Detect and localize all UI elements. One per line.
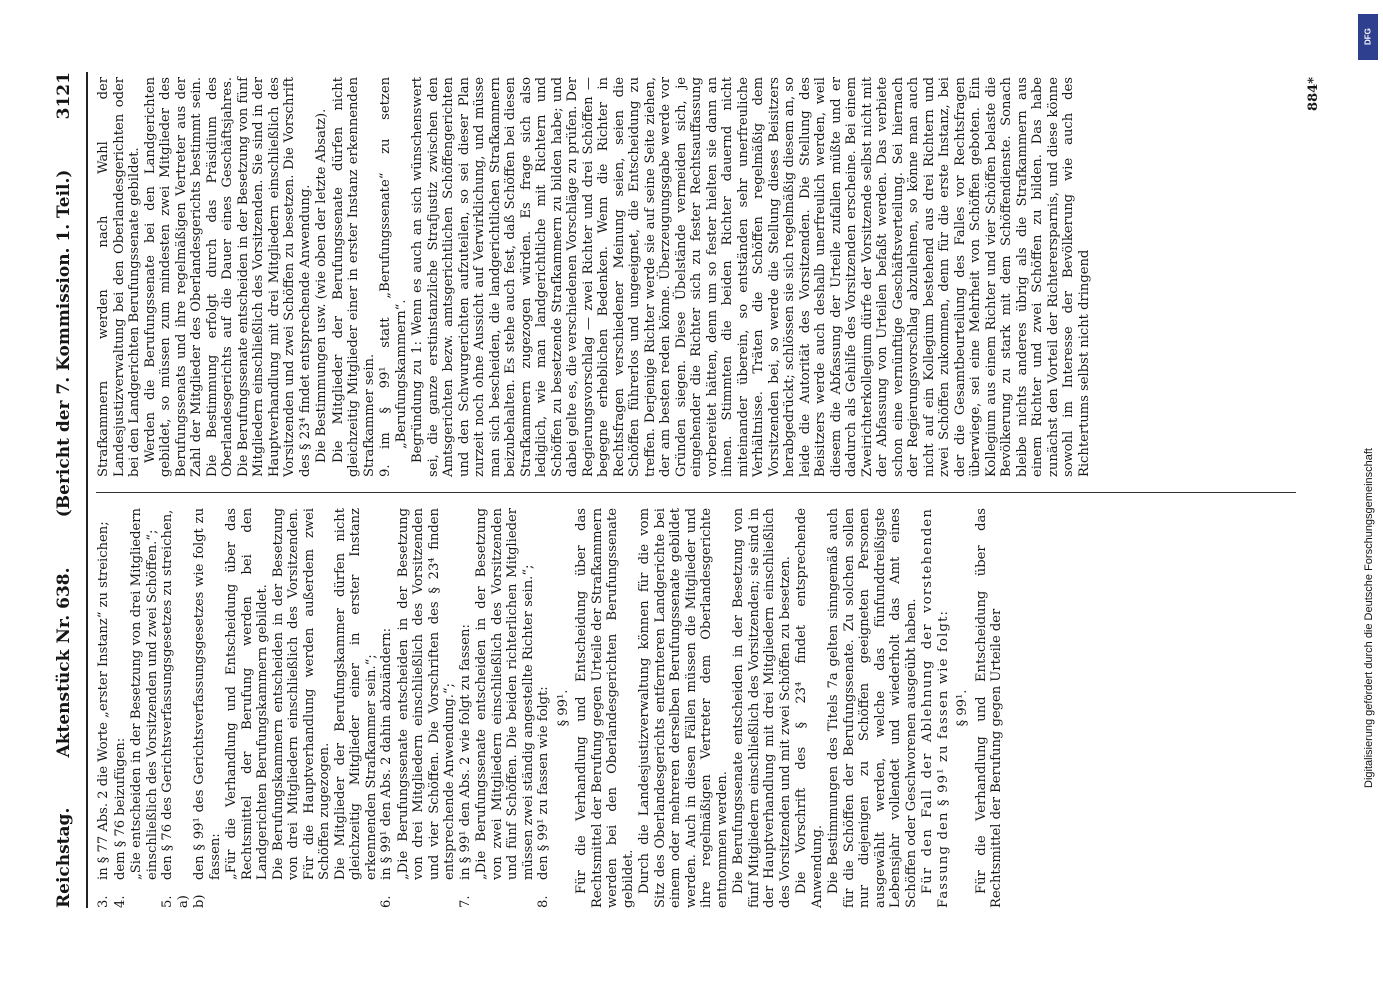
paragraph: Die Vorschrift des § 23⁴ findet entsprechende Anwendung. <box>794 508 825 908</box>
right-column <box>96 77 1093 477</box>
section-heading: § 99¹. <box>555 689 571 727</box>
header-left: Reichstag. <box>54 807 74 908</box>
numbered-item <box>96 508 112 908</box>
item-text: den § 99¹ zu fassen wie folgt: <box>536 686 551 880</box>
page-number: 3121 <box>54 72 74 120</box>
numbered-item <box>378 77 409 477</box>
header-center2: (Bericht der 7. Kommission. 1. Teil.) <box>54 169 74 518</box>
quoted-provision: „Sie entscheiden in der Besetzung von drei Mitgliedern einschließlich des Vorsitzenden und zwei Schöffen.“; <box>129 508 160 880</box>
quoted-provision: „Die Berufungssenate entscheiden in der Besetzung von zwei Mitgliedern einschließlich des Vorsitzenden und fünf Schöffen. Die beiden richterlichen Mitglieder müssen zwei ständig angestellte Richter sein.“; <box>474 508 536 880</box>
numbered-item <box>458 508 474 908</box>
quoted-provision: Die Berufungskammern entscheiden in der Besetzung von drei Mitgliedern einschließlich des Vorsitzenden. Für die Hauptverhandlung werden außerdem zwei Schöffen zugezogen. <box>270 508 332 880</box>
item-text: im § 99¹ statt „Berufungssenate“ zu setzen „Berufungskammern“. <box>378 77 409 449</box>
quoted-provision: Die Mitglieder der Berufungskammer dürfen nicht gleichzeitig Mitglieder einer in erster Instanz erkennenden Strafkammer sein.“; <box>332 508 379 880</box>
item-number: 3. <box>96 895 111 908</box>
digitization-credit <box>1358 8 1380 992</box>
numbered-item <box>160 508 191 908</box>
paragraph: Strafkammern werden nach Wahl der Landesjustizverwaltung bei den Oberlandesgerichten oder bei den Landgerichten Berufungssenate gebildet. <box>96 77 142 477</box>
dfg-logo: DFG <box>1358 14 1378 60</box>
item-number: b) <box>192 894 207 908</box>
paragraph: Durch die Landesjustizverwaltung können für die vom Sitz des Oberlandesgerichts entfernteren Landgerichte bei einem oder mehreren derselben Berufungssenate gebildet werden. Auch in diesen Fällen müssen die Mitglieder und ihre regelmäßigen Vertreter dem Oberlandesgerichte entnommen werden. <box>637 508 730 908</box>
spaced-instruction: Für den Fall der Ablehnung der vorstehenden Fassung den § 99¹ zu fassen wie folgt: <box>920 508 951 908</box>
left-column <box>96 508 1006 908</box>
paragraph: Die Bestimmungen usw. (wie oben der letzte Absatz). <box>314 108 329 463</box>
paragraph: Die Mitglieder der Berufungssenate dürfen nicht gleichzeitig Mitglieder einer in erster Instanz erkennenden Strafkammer sein. <box>330 77 377 477</box>
header-rule <box>86 72 88 908</box>
numbered-item <box>113 508 129 908</box>
quoted-provision: „Die Berufungssenate entscheiden in der Besetzung von drei Mitgliedern einschließlich des Vorsitzenden und vier Schöffen. Die Vorschriften des § 23⁴ finden entsprechende Anwendung.“; <box>395 508 457 880</box>
item-text: in § 99¹ den Abs. 2 wie folgt zu fassen: <box>457 624 473 880</box>
item-text: den § 76 des Gerichtsverfassungsgesetzes zu streichen, <box>160 509 175 880</box>
page-header <box>48 72 80 908</box>
numbered-item <box>536 508 552 908</box>
quoted-provision: „Für die Verhandlung und Entscheidung über das Rechtsmittel der Berufung werden bei den Landgerichten Berufungskammern gebildet. <box>224 508 270 880</box>
paragraph: Für die Verhandlung und Entscheidung über das Rechtsmittel der Berufung gegen Urteile der <box>973 508 1004 908</box>
paragraph: Die Berufungssenate entscheiden in der Besetzung von fünf Mitgliedern einschließlich des Vorsitzenden; sie sind in der Hauptverhandlung mit drei Mitgliedern einschließlich des Vorsitzenden und mit zwei Schöffen zu besetzen. <box>731 508 793 908</box>
paragraph: Für die Verhandlung und Entscheidung über das Rechtsmittel der Berufung gegen Urteile der Strafkammern werden bei den Oberlandesgerichten Berufungssenate gebildet. <box>574 508 636 908</box>
header-center: Aktenstück Nr. 638. <box>54 567 74 758</box>
item-text: den § 99¹ des Gerichtsverfassungsgesetzes wie folgt zu fassen: <box>192 508 223 880</box>
item-text: in § 99¹ den Abs. 2 dahin abzuändern: <box>379 627 394 880</box>
section-heading: § 99¹. <box>955 689 970 727</box>
paragraph: Die Bestimmungen des Titels 7a gelten sinngemäß auch für die Schöffen der Berufungssenate. Zu solchen sollen nur diejenigen zu Schöffen geeigneten Personen ausgewählt werden, welche das fünfunddreißigste Lebensjahr vollendet und wiederholt das Amt eines Schöffen oder Geschworenen ausgeübt haben. <box>826 508 919 908</box>
item-text: in § 77 Abs. 2 die Worte „erster Instanz“ zu streichen; <box>96 521 111 880</box>
item-number: 8. <box>536 895 551 908</box>
numbered-item <box>379 508 395 908</box>
numbered-item <box>192 508 223 908</box>
item-number: 4. <box>112 895 128 908</box>
item-number: 9. <box>378 464 393 477</box>
item-number: 6. <box>379 895 394 908</box>
column-divider <box>96 492 1296 493</box>
paragraph: Begründung zu 1: Wenn es auch an sich wünschenswert sei, die ganze erstinstanzliche Strafjustiz zwischen den Amtsgerichten bezw. amtsgerichtlichen Schöffengerichten und den Schwurgerichten aufzuteilen, so sei dieser Plan zurzeit noch ohne Aussicht auf Verwirklichung, und müsse man sich bescheiden, die landgerichtlichen Strafkammern beizubehalten. Es stehe auch fest, daß Schöffen bei diesen Strafkammern zugezogen würden. Es frage sich also lediglich, wie man landgerichtliche mit Richtern und Schöffen zu besetzende Strafkammern zu bilden habe; und dabei gelte es, die verschiedenen Vorschläge zu prüfen. Der Regierungsvorschlag — zwei Richter und drei Schöffen — begegne erheblichen Bedenken. Wenn die Richter in Rechtsfragen verschiedener Meinung seien, seien die Schöffen führerlos und ungeeignet, die Entscheidung zu treffen. Derjenige Richter werde sie auf seine Seite ziehen, der am besten reden könne. Überzeugungsgabe werde vor Gründen siegen. Diese Übelstände vermeiden sich, je eingehender die Richter sich zu fester Rechtsauffassung vorbereitet hätten, denn um so fester hielten sie dann an ihnen. Stimmten die beiden Richter dauernd nicht miteinander überein, so entständen sehr unerfreuliche Verhältnisse. Träten die Schöffen regelmäßig dem Vorsitzenden bei, so werde die Stellung dieses Beisitzers herabgedrückt; schlössen sie sich regelmäßig diesem an, so leide die Autorität des Vorsitzenden. Die Stellung des Beisitzers werde auch deshalb unerfreulich werden, weil diesem die Abfassung der Urteile zufallen müßte und er dadurch als Gehilfe des Vorsitzenden erscheine. Bei einem Zweirichterkollegium dürfe der Vorsitzende selbst nicht mit der Abfassung von Urteilen befaßt werden. Das verbiete schon eine vernünftige Geschäftsverteilung. Sei hiernach der Regierungsvorschlag abzulehnen, so könne man auch nicht auf ein Kollegium bestehend aus drei Richtern und zwei Schöffen zukommen, denn für die erste Instanz, bei der die Gesamtbeurteilung des Falles vor Rechtsfragen überwiege, sei eine Mehrheit von Schöffen geboten. Ein Kollegium aus einem Richter und vier Schöffen belaste die Bevölkerung zu stark mit dem Schöffendienste. Sonach bleibe nichts anderes übrig als die Strafkammern aus einem Richter und zwei Schöffen zu bilden. Das habe zunächst den Vorteil der Richterersparnis, und diese könne sowohl im Interesse der Bevölkerung wie auch des Richtertums selbst nicht dringend <box>410 77 1092 477</box>
credit-text: Digitalisierung gefördert durch die Deutsche Forschungsgemeinschaft <box>1363 448 1375 788</box>
item-text: dem § 76 beizufügen: <box>112 737 128 880</box>
signature-mark: 884* <box>1306 77 1321 111</box>
paragraph: Werden die Berufungssenate bei den Landgerichten gebildet, so müssen zum mindesten zwei Mitglieder des Berufungssenats und ihre regelmäßigen Vertreter aus der Zahl der Mitglieder des Oberlandesgerichts bestimmt sein. Die Bestimmung erfolgt durch das Präsidium des Oberlandesgerichts auf die Dauer eines Geschäftsjahres. Die Berufungssenate entscheiden in der Besetzung von fünf Mitgliedern einschließlich des Vorsitzenden. Sie sind in der Hauptverhandlung mit drei Mitgliedern einschließlich des Vorsitzenden und zwei Schöffen zu besetzen. Die Vorschrift des § 23⁴ findet entsprechende Anwendung. <box>142 77 313 477</box>
item-number: 5. a) <box>160 895 191 908</box>
item-number: 7. <box>457 895 473 908</box>
